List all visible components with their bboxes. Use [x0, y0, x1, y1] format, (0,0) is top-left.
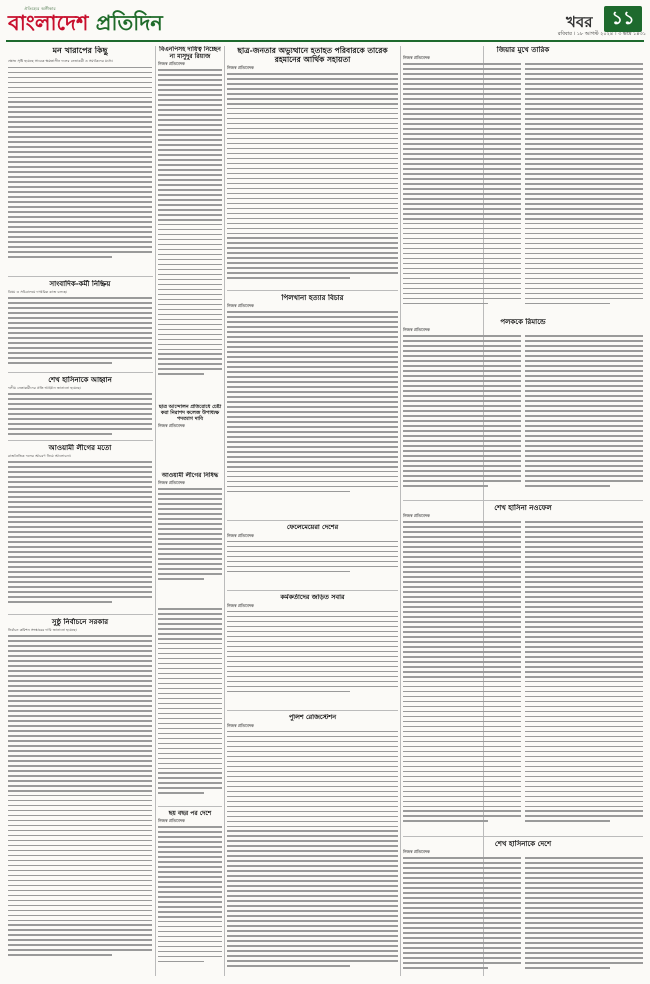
headline: পলককে রিমান্ডে: [500, 318, 546, 326]
story-kormokorta-jorito: [227, 594, 398, 708]
story-divider: [227, 590, 398, 591]
headline: ছাত্র-জনতার অভ্যুত্থানে হতাহত পরিবারকে তারেক রহমানের আর্থিক সহায়তা: [237, 46, 388, 64]
headline: মন খারাপের কিছু: [52, 46, 108, 55]
story-text-lines: [403, 63, 521, 307]
headline: সাংবাদিক-কর্মী নিষ্ক্রিয়: [49, 280, 111, 288]
headline: বিএনপিসহ দায়িত্ব নিচ্ছেন না মাসুদুর রিয়াজ: [159, 46, 221, 61]
story-text-lines: [158, 608, 222, 794]
story-text-lines: [8, 67, 152, 258]
story-bnp-dayitto: [158, 46, 222, 396]
headline: জিয়ার মুখে তারিক: [496, 46, 550, 54]
byline: নিজস্ব প্রতিবেদক: [227, 303, 254, 309]
logo-title-green: প্রতিদিন: [95, 10, 163, 35]
story-text-lines: [227, 311, 398, 492]
byline: নিজস্ব প্রতিবেদক: [227, 602, 254, 608]
story-text-lines: [227, 611, 398, 692]
headline: পিলখানা হত্যার বিচার: [281, 294, 344, 302]
headline: ফেলেমেয়েরা দেশের: [286, 524, 339, 531]
story-text-lines: [525, 857, 643, 972]
byline: নিজস্ব প্রতিবেদক: [158, 423, 185, 428]
story-columns: [403, 857, 643, 972]
byline: নিজস্ব প্রতিবেদক: [158, 61, 185, 67]
story-text-lines: [525, 521, 643, 825]
story-text-lines: [227, 73, 398, 279]
headline: আওয়ামী লীগের নিষিদ্ধ: [161, 472, 219, 479]
byline: নিজস্ব প্রতিবেদক: [403, 513, 430, 519]
story-text-lines: [403, 857, 521, 972]
byline: নিজস্ব প্রতিবেদক: [158, 818, 185, 824]
logo-wordmark: [8, 11, 163, 35]
story-text-lines: [403, 521, 521, 825]
story-police-registration: [227, 714, 398, 978]
story-sheikh-hasina-nawfel: [403, 504, 643, 834]
headline: সুষ্ঠু নির্বাচনে সরকার: [51, 618, 109, 626]
logo-title-red: বাংলাদেশ: [8, 10, 96, 35]
story-sangbadik: [8, 280, 152, 370]
story-divider: [8, 372, 153, 373]
story-divider: [227, 710, 398, 711]
story-divider: [8, 440, 153, 441]
dateline: রবিবার । ১৮ আগস্ট ২০২৪ । ৩ ভাদ্র ১৪৩১: [557, 31, 646, 37]
headline: শেখ হাসিনাকে দেশে: [494, 840, 552, 848]
column-divider: [400, 46, 401, 976]
story-lead: দলীয় নেতাকর্মীদের প্রতি আহ্বান জানানো হয়েছে।: [8, 386, 82, 391]
byline: নিজস্ব প্রতিবেদক: [227, 65, 254, 70]
story-text-lines: [403, 335, 521, 490]
headline: পুলিশ রেজিস্টেশন: [288, 714, 337, 721]
story-pilkhana: [227, 294, 398, 516]
column-divider: [224, 46, 225, 976]
story-lead: ক্ষোভ সৃষ্টি হয়েছে সাবেক ক্ষমতাসীন দলের নেতাকর্মী ও সমর্থকদের মধ্যে।: [8, 58, 114, 63]
story-lead: নির্বাচন কমিশন সংস্কারের দাবি জানানো হয়েছে।: [8, 628, 77, 633]
byline: নিজস্ব প্রতিবেদক: [158, 480, 185, 486]
story-text-lines: [158, 69, 222, 375]
story-lead: বিষয় ও সচিবালয়ে দাপ্তরিক কাজ চলছে।: [8, 290, 68, 295]
story-sheikh-hasina-ahban: [8, 376, 152, 438]
story-divider: [8, 276, 153, 277]
story-text-lines: [158, 488, 222, 579]
story-text-lines: [8, 393, 152, 434]
story-sushtu-nirbachon: [8, 618, 152, 978]
story-awami-nishiddho: [158, 472, 222, 602]
story-chhoy-bochor-por: [158, 810, 222, 978]
story-ziar-mukhe-tarik: [403, 46, 643, 314]
story-text-lines: [227, 731, 398, 967]
story-continuation: [158, 608, 222, 802]
story-palak-remand: [403, 318, 643, 498]
story-text-lines: [158, 826, 222, 962]
story-columns: [403, 335, 643, 490]
story-divider: [227, 290, 398, 291]
story-awami-league-moto: [8, 444, 152, 612]
masthead-rule: [6, 40, 644, 42]
headline: আওয়ামী লীগের মতো: [48, 444, 112, 452]
headline: শেখ হাসিনা নওফেল: [494, 504, 552, 512]
page-number: ১১: [604, 6, 642, 32]
section-label: খবর: [566, 13, 593, 31]
story-mon-kharap: [8, 46, 152, 273]
headline: ছাত্র আন্দোলন প্রতিরোধে চেষ্টা করা নিরাপদ কলেজ উপাধ্যক্ষ পদত্যাগ দাবি: [158, 404, 222, 422]
story-text-lines: [227, 541, 398, 573]
logo-tagline: ঐতিহ্যের অঙ্গীকার: [24, 6, 56, 11]
story-text-lines: [8, 461, 152, 602]
headline: ছয় বছর পর দেশে: [168, 810, 212, 817]
story-columns: [403, 63, 643, 307]
story-divider: [8, 614, 153, 615]
story-text-lines: [8, 635, 152, 956]
story-divider: [227, 520, 398, 521]
story-divider: [158, 806, 222, 807]
byline: নিজস্ব প্রতিবেদক: [403, 849, 430, 855]
story-text-lines: [525, 335, 643, 490]
column-divider: [155, 46, 156, 976]
byline: নিজস্ব প্রতিবেদক: [403, 327, 430, 333]
story-text-lines: [8, 297, 152, 363]
newspaper-logo: [8, 6, 163, 35]
masthead: [6, 4, 646, 40]
headline: শেখ হাসিনাকে আহ্বান: [48, 376, 112, 384]
story-text-lines: [525, 63, 643, 307]
story-sheikh-hasinake-deshe: [403, 840, 643, 978]
headline: কর্মকর্তাদের জড়িত সবার: [280, 594, 345, 601]
byline: নিজস্ব প্রতিবেদক: [227, 532, 254, 538]
story-chhelemeyera: [227, 524, 398, 588]
byline: নিজস্ব প্রতিবেদক: [403, 55, 430, 61]
story-divider: [403, 500, 643, 501]
story-chhatra-andolon: [158, 404, 222, 464]
story-divider: [403, 836, 643, 837]
story-columns: [403, 521, 643, 825]
story-lead: রাজনৈতিক দলের আচরণ নিয়ে আলোচনা।: [8, 454, 72, 459]
story-tarek-rahman-sahayata: [227, 46, 398, 286]
byline: নিজস্ব প্রতিবেদক: [227, 722, 254, 728]
